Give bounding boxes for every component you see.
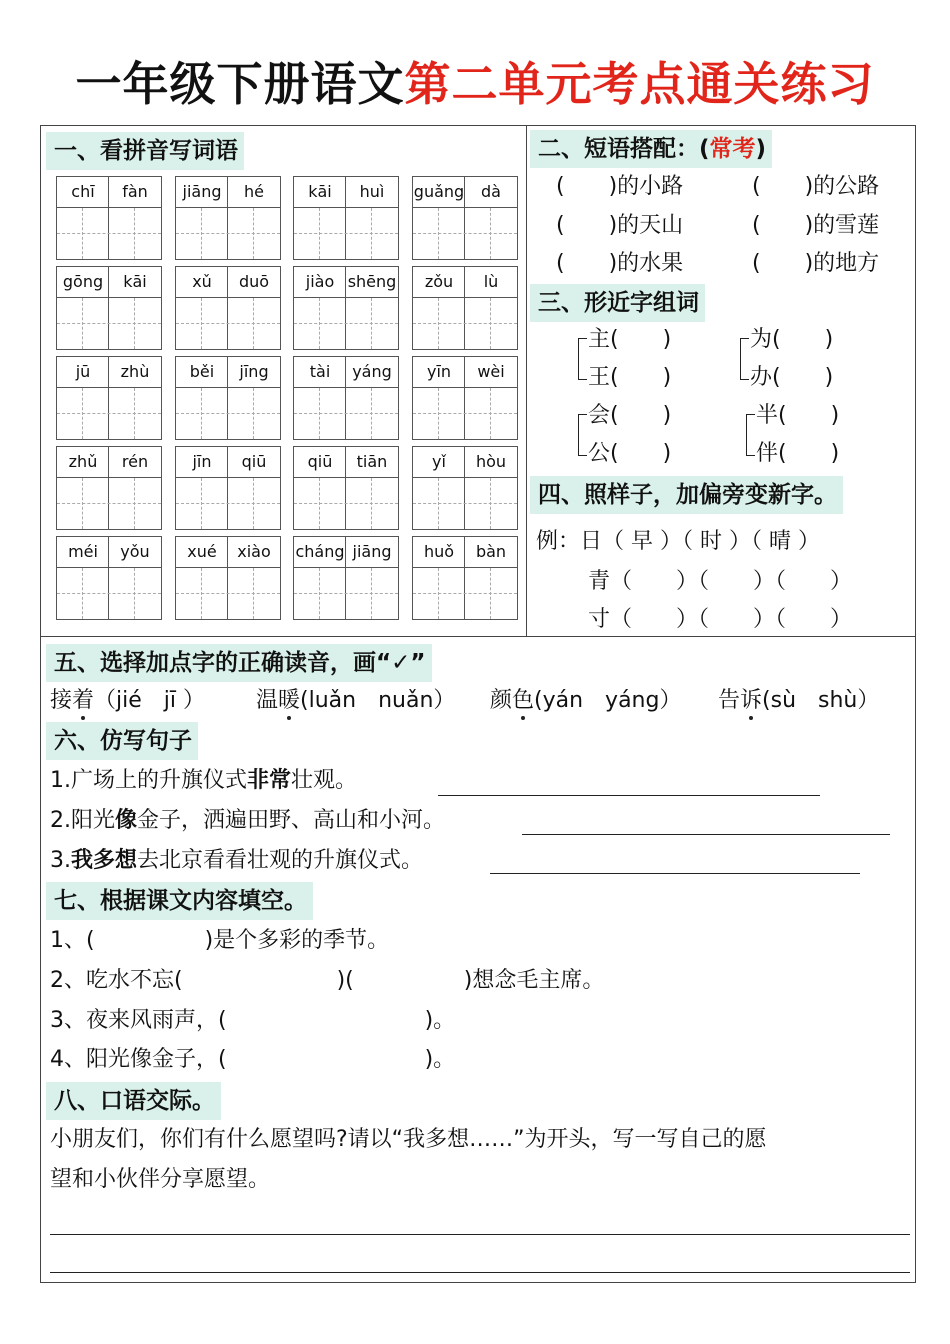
radical-example: 例：日（ 早 ）（ 时 ）（ 晴 ） — [536, 529, 820, 554]
pinyin-cell[interactable] — [293, 176, 399, 260]
pinyin-syllable: jīn — [192, 452, 212, 471]
answer-line[interactable] — [522, 834, 890, 835]
pinyin-syllable: tiān — [356, 452, 388, 471]
bracket — [578, 414, 587, 456]
grid-divider — [464, 357, 465, 439]
pronunciation-item-4 — [718, 686, 879, 716]
grid-guide — [57, 593, 161, 594]
similar-char-2: 王( ) — [588, 365, 672, 390]
pinyin-syllable: méi — [68, 542, 98, 561]
grid-guide — [176, 323, 280, 324]
dotted-char: 色 — [512, 686, 534, 716]
bracket — [578, 338, 587, 380]
pinyin-syllable: yǐ — [432, 452, 446, 471]
pinyin-cell[interactable] — [56, 446, 162, 530]
item-text: 告 — [718, 688, 741, 713]
phrase-6: ( )的地方 — [752, 251, 880, 276]
grid-guide — [57, 233, 161, 234]
item-text: 颜 — [490, 688, 513, 713]
pinyin-syllable: shēng — [347, 272, 397, 291]
pinyin-syllable: yáng — [352, 362, 392, 381]
pinyin-cell[interactable] — [412, 176, 518, 260]
pronunciation-item-3 — [490, 686, 681, 716]
pinyin-cell[interactable] — [175, 536, 281, 620]
section7-heading: 七、根据课文内容填空。 — [46, 882, 313, 920]
pinyin-cell[interactable] — [293, 446, 399, 530]
pinyin-cell[interactable] — [412, 446, 518, 530]
pinyin-options: (yán yáng） — [534, 688, 682, 713]
sentence-text: 3. — [50, 848, 71, 873]
pinyin-syllable: fàn — [122, 182, 148, 201]
grid-guide — [294, 503, 398, 504]
pinyin-syllable: zhù — [120, 362, 150, 381]
bracket — [740, 338, 749, 380]
dotted-char: 着 — [72, 686, 94, 716]
grid-guide — [294, 593, 398, 594]
writing-line[interactable] — [50, 1272, 910, 1273]
pronunciation-item-1 — [50, 686, 205, 716]
pinyin-syllable: běi — [189, 362, 215, 381]
pronunciation-item-2 — [256, 686, 455, 716]
imitate-sentence-2 — [50, 806, 445, 836]
grid-guide — [57, 413, 161, 414]
grid-guide — [413, 503, 517, 504]
pinyin-syllable: jiāng — [182, 182, 222, 201]
grid-guide — [413, 413, 517, 414]
phrase-4: ( )的雪莲 — [752, 213, 880, 238]
grid-divider — [108, 177, 109, 259]
similar-char-5: 会( ) — [588, 403, 672, 428]
frequent-badge: 常考 — [709, 136, 756, 162]
pinyin-cell[interactable] — [293, 536, 399, 620]
grid-guide — [413, 323, 517, 324]
pinyin-syllable: yīn — [426, 362, 452, 381]
grid-divider — [345, 177, 346, 259]
pinyin-options: （jié jī ） — [94, 688, 206, 713]
grid-divider — [464, 267, 465, 349]
item-text: 接 — [50, 688, 73, 713]
grid-guide — [176, 593, 280, 594]
section2-heading-close: ) — [755, 136, 767, 162]
pinyin-cell[interactable] — [56, 266, 162, 350]
similar-char-7: 半( ) — [756, 403, 840, 428]
oral-prompt-line-1: 小朋友们，你们有什么愿望吗?请以“我多想……”为开头，写一写自己的愿 — [50, 1127, 767, 1152]
grid-divider — [345, 537, 346, 619]
pinyin-syllable: huǒ — [423, 542, 455, 561]
pinyin-cell[interactable] — [175, 356, 281, 440]
pinyin-syllable: hé — [244, 182, 264, 201]
pinyin-syllable: tài — [309, 362, 331, 381]
key-word: 非常 — [247, 768, 292, 793]
page-title — [0, 48, 950, 114]
writing-line[interactable] — [50, 1234, 910, 1235]
grid-divider — [227, 357, 228, 439]
item-text: 温 — [256, 688, 279, 713]
pinyin-options: (luǎn nuǎn） — [300, 688, 456, 713]
pinyin-syllable: jiào — [305, 272, 335, 291]
grid-guide — [57, 323, 161, 324]
grid-guide — [176, 233, 280, 234]
key-word: 像 — [115, 808, 138, 833]
grid-guide — [57, 503, 161, 504]
pinyin-syllable: jiāng — [352, 542, 392, 561]
pinyin-syllable: qiū — [307, 452, 333, 471]
pinyin-syllable: kāi — [123, 272, 147, 291]
grid-divider — [345, 267, 346, 349]
sentence-text: 1.广场上的升旗仪式 — [50, 768, 247, 793]
key-word: 我多想 — [71, 848, 138, 873]
section2-heading-text: 二、短语搭配：( — [538, 136, 710, 162]
grid-divider — [227, 267, 228, 349]
bracket — [746, 414, 755, 456]
section1-heading: 一、看拼音写词语 — [46, 132, 244, 170]
phrase-3: ( )的天山 — [556, 213, 684, 238]
pinyin-cell[interactable] — [56, 176, 162, 260]
phrase-1: ( )的小路 — [556, 174, 684, 199]
pinyin-syllable: xǔ — [192, 272, 212, 291]
pinyin-syllable: guǎng — [413, 182, 465, 201]
phrase-5: ( )的水果 — [556, 251, 684, 276]
pinyin-cell[interactable] — [293, 266, 399, 350]
row-divider — [40, 636, 916, 637]
grid-guide — [413, 233, 517, 234]
pinyin-cell[interactable] — [175, 266, 281, 350]
pinyin-cell[interactable] — [56, 356, 162, 440]
pinyin-syllable: chī — [71, 182, 95, 201]
fill-blank-1: 1、( )是个多彩的季节。 — [50, 928, 390, 953]
grid-divider — [464, 177, 465, 259]
pinyin-syllable: jīng — [239, 362, 269, 381]
grid-divider — [345, 357, 346, 439]
similar-char-8: 伴( ) — [756, 441, 840, 466]
pinyin-syllable: rén — [121, 452, 149, 471]
pinyin-syllable: gōng — [62, 272, 104, 291]
grid-divider — [108, 447, 109, 529]
pinyin-syllable: qiū — [241, 452, 267, 471]
section8-heading: 八、口语交际。 — [46, 1082, 221, 1120]
pinyin-syllable: huì — [359, 182, 385, 201]
section4-heading: 四、照样子，加偏旁变新字。 — [530, 476, 843, 514]
grid-divider — [108, 357, 109, 439]
pinyin-syllable: duō — [238, 272, 270, 291]
pinyin-syllable: jū — [75, 362, 91, 381]
similar-char-6: 公( ) — [588, 441, 672, 466]
imitate-sentence-3 — [50, 846, 423, 876]
imitate-sentence-1 — [50, 766, 357, 796]
grid-guide — [413, 593, 517, 594]
grid-divider — [227, 447, 228, 529]
title-black: 一年级下册语文 — [75, 57, 405, 111]
answer-line[interactable] — [438, 795, 820, 796]
grid-guide — [176, 503, 280, 504]
pinyin-syllable: xué — [187, 542, 217, 561]
pinyin-syllable: xiào — [237, 542, 271, 561]
title-red: 第二单元考点通关练习 — [404, 57, 875, 111]
grid-divider — [108, 537, 109, 619]
pinyin-syllable: lù — [483, 272, 499, 291]
grid-divider — [227, 537, 228, 619]
answer-line[interactable] — [490, 873, 860, 874]
grid-guide — [294, 233, 398, 234]
pinyin-syllable: yǒu — [120, 542, 150, 561]
similar-char-3: 为( ) — [750, 327, 834, 352]
section3-heading: 三、形近字组词 — [530, 284, 705, 322]
pinyin-cell[interactable] — [412, 536, 518, 620]
grid-guide — [176, 413, 280, 414]
phrase-2: ( )的公路 — [752, 174, 880, 199]
fill-blank-4: 4、阳光像金子，( )。 — [50, 1047, 456, 1072]
pinyin-syllable: zhǔ — [68, 452, 98, 471]
pinyin-cell[interactable] — [412, 266, 518, 350]
dotted-char: 诉 — [740, 686, 762, 716]
sentence-text: 2.阳光 — [50, 808, 115, 833]
pinyin-cell[interactable] — [175, 446, 281, 530]
radical-row-qing: 青（ ）（ ）（ ） — [588, 569, 853, 594]
pinyin-cell[interactable] — [175, 176, 281, 260]
grid-divider — [464, 447, 465, 529]
grid-guide — [294, 323, 398, 324]
pinyin-syllable: dà — [481, 182, 501, 201]
pinyin-syllable: cháng — [295, 542, 345, 561]
sentence-text: 金子，洒遍田野、高山和小河。 — [137, 808, 446, 833]
column-divider — [526, 125, 527, 637]
grid-divider — [345, 447, 346, 529]
similar-char-1: 主( ) — [588, 327, 672, 352]
pinyin-syllable: bàn — [475, 542, 507, 561]
sentence-text: 去北京看看壮观的升旗仪式。 — [137, 848, 424, 873]
pinyin-syllable: hòu — [475, 452, 507, 471]
grid-divider — [464, 537, 465, 619]
fill-blank-2: 2、吃水不忘( )( )想念毛主席。 — [50, 968, 605, 993]
grid-guide — [294, 413, 398, 414]
pinyin-cell[interactable] — [56, 536, 162, 620]
dotted-char: 暖 — [278, 686, 300, 716]
grid-divider — [227, 177, 228, 259]
pinyin-cell[interactable] — [293, 356, 399, 440]
pinyin-syllable: kāi — [308, 182, 332, 201]
pinyin-cell[interactable] — [412, 356, 518, 440]
section2-heading — [530, 130, 772, 168]
grid-divider — [108, 267, 109, 349]
pinyin-options: (sù shù） — [762, 688, 880, 713]
similar-char-4: 办( ) — [750, 365, 834, 390]
fill-blank-3: 3、夜来风雨声，( )。 — [50, 1008, 456, 1033]
sentence-text: 壮观。 — [291, 768, 358, 793]
radical-row-cun: 寸（ ）（ ）（ ） — [588, 607, 853, 632]
pinyin-syllable: zǒu — [424, 272, 454, 291]
oral-prompt-line-2: 望和小伙伴分享愿望。 — [50, 1167, 271, 1192]
pinyin-syllable: wèi — [477, 362, 505, 381]
section6-heading: 六、仿写句子 — [46, 722, 198, 760]
section5-heading: 五、选择加点字的正确读音，画“✓” — [46, 644, 432, 682]
